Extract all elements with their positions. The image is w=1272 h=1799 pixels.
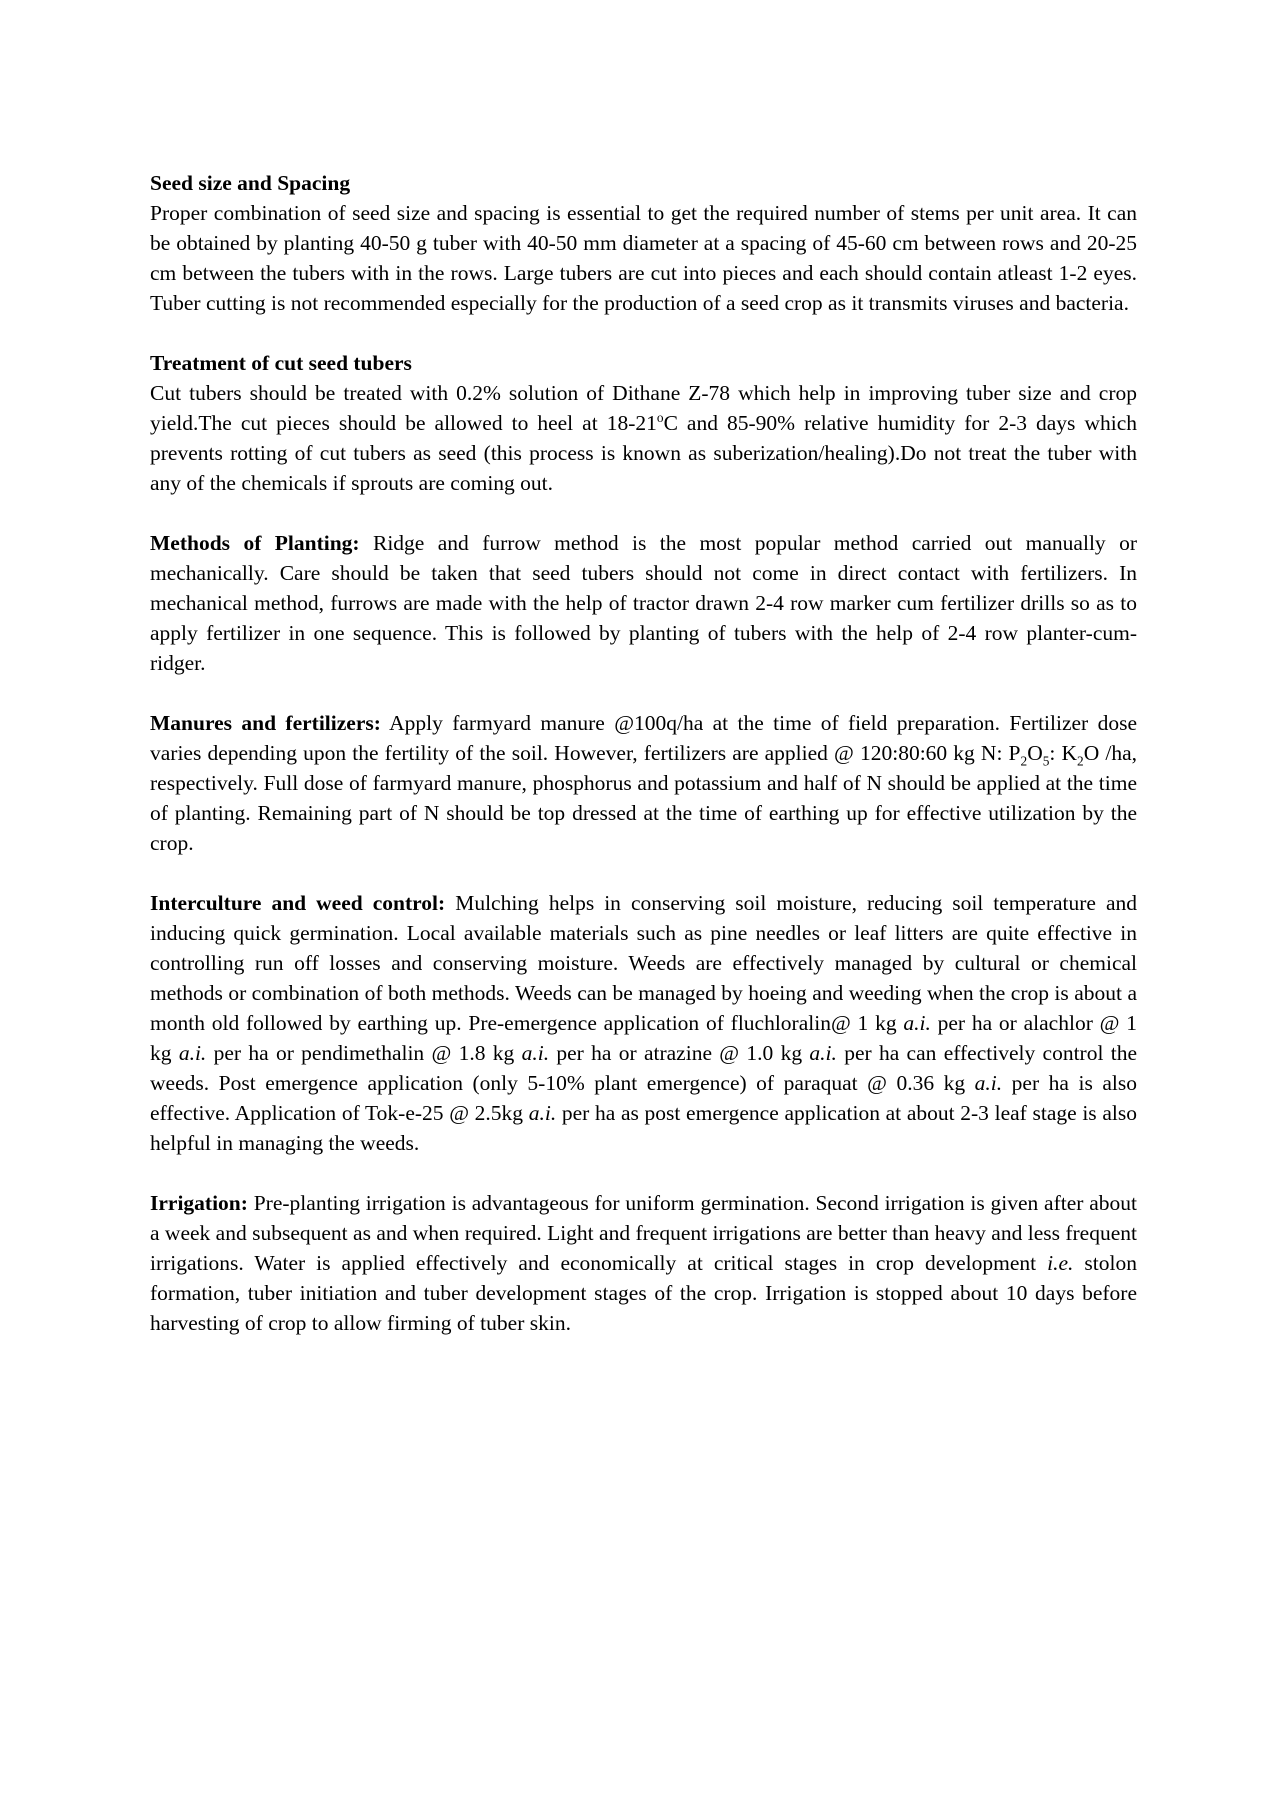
text-run: 2	[1077, 753, 1084, 769]
text-run: per ha or pendimethalin @ 1.8 kg	[206, 1041, 522, 1065]
text-run: per ha or atrazine @ 1.0 kg	[549, 1041, 810, 1065]
text-run: a.i.	[903, 1011, 931, 1035]
section-body	[150, 708, 1137, 858]
section-methods-of-planting	[150, 528, 1137, 678]
section-heading: Treatment of cut seed tubers	[150, 351, 412, 375]
section-body	[150, 888, 1137, 1158]
text-run: a.i.	[528, 1101, 557, 1125]
text-run: a.i.	[178, 1041, 207, 1065]
runin-heading: Manures and fertilizers:	[150, 711, 381, 735]
text-run: per ha as post emergence application at about 2-3 leaf stage is also helpful in managing the weeds.	[150, 1101, 1137, 1155]
text-run: 2	[1020, 753, 1028, 769]
text-run: per ha or alachlor @ 1 kg	[150, 1011, 1137, 1065]
text-run: o	[656, 409, 664, 425]
section-treatment-of-cut-seed-tubers	[150, 348, 1137, 498]
section-seed-size-and-spacing	[150, 168, 1137, 318]
text-run: Apply farmyard manure @100q/ha at the time of field preparation. Fertilizer dose varies depending upon the fertility of the soil. However, fertilizers are applied @ 120:80:60 kg N: P	[150, 711, 1137, 765]
text-run: Mulching helps in conserving soil moisture, reducing soil temperature and inducing quick germination. Local available materials such as pine needles or leaf litters are quite effective in controlling run off losses and conserving moisture. Weeds are effectively managed by cultural or chemical methods or combination of both methods. Weeds can be managed by hoeing and weeding when the crop is about a month old followed by earthing up. Pre-emergence application of fluchloralin@ 1 kg	[150, 891, 1137, 1035]
section-heading: Seed size and Spacing	[150, 171, 351, 195]
section-body	[150, 198, 1137, 318]
text-run: a.i.	[521, 1041, 550, 1065]
text-run: stolon formation, tuber initiation and tuber development stages of the crop. Irrigation is stopped about 10 days before harvesting of crop to allow firming of tuber skin.	[150, 1251, 1137, 1335]
text-run: i.e.	[1047, 1251, 1074, 1275]
text-run: O /ha, respectively. Full dose of farmyard manure, phosphorus and potassium and half of N should be applied at the time of planting. Remaining part of N should be top dressed at the time of earthing up for effective utilization by the crop.	[150, 741, 1138, 855]
text-run: 5	[1042, 753, 1050, 769]
text-run: Proper combination of seed size and spacing is essential to get the required number of stems per unit area. It can be obtained by planting 40-50 g tuber with 40-50 mm diameter at a spacing of 45-60 cm between rows and 20-25 cm between the tubers with in the rows. Large tubers are cut into pieces and each should contain atleast 1-2 eyes. Tuber cutting is not recommended especially for the production of a seed crop as it transmits viruses and bacteria.	[150, 201, 1137, 315]
text-run: a.i.	[809, 1041, 837, 1065]
text-run: Cut tubers should be treated with 0.2% solution of Dithane Z-78 which help in improving tuber size and crop yield.The cut pieces should be allowed to heel at 18-21	[150, 381, 1137, 435]
section-manures-and-fertilizers	[150, 708, 1137, 858]
text-run: per ha can effectively control the weeds. Post emergence application (only 5-10% plant emergence) of paraquat @ 0.36 kg	[150, 1041, 1138, 1095]
section-body	[150, 1188, 1137, 1338]
runin-heading: Irrigation:	[150, 1191, 248, 1215]
text-run: C and 85-90% relative humidity for 2-3 days which prevents rotting of cut tubers as seed (this process is known as suberization/healing).Do not treat the tuber with any of the chemicals if sprouts are coming out.	[150, 411, 1137, 495]
runin-heading: Interculture and weed control:	[150, 891, 446, 915]
text-run: O	[1027, 741, 1043, 765]
section-body	[150, 378, 1137, 498]
section-irrigation	[150, 1188, 1137, 1338]
text-run: : K	[1049, 741, 1078, 765]
text-run: Pre-planting irrigation is advantageous for uniform germination. Second irrigation is given after about a week and subsequent as and when required. Light and frequent irrigations are better than heavy and less frequent irrigations. Water is applied effectively and economically at critical stages in crop development	[150, 1191, 1137, 1275]
section-interculture-and-weed-control	[150, 888, 1137, 1158]
runin-heading: Methods of Planting:	[150, 531, 360, 555]
text-run: a.i.	[974, 1071, 1003, 1095]
text-run: per ha is also effective. Application of Tok-e-25 @ 2.5kg	[150, 1071, 1137, 1125]
section-body	[150, 528, 1137, 678]
text-run: Ridge and furrow method is the most popular method carried out manually or mechanically. Care should be taken that seed tubers should not come in direct contact with fertilizers. In mechanical method, furrows are made with the help of tractor drawn 2-4 row marker cum fertilizer drills so as to apply fertilizer in one sequence. This is followed by planting of tubers with the help of 2-4 row planter-cum-ridger.	[150, 531, 1137, 675]
